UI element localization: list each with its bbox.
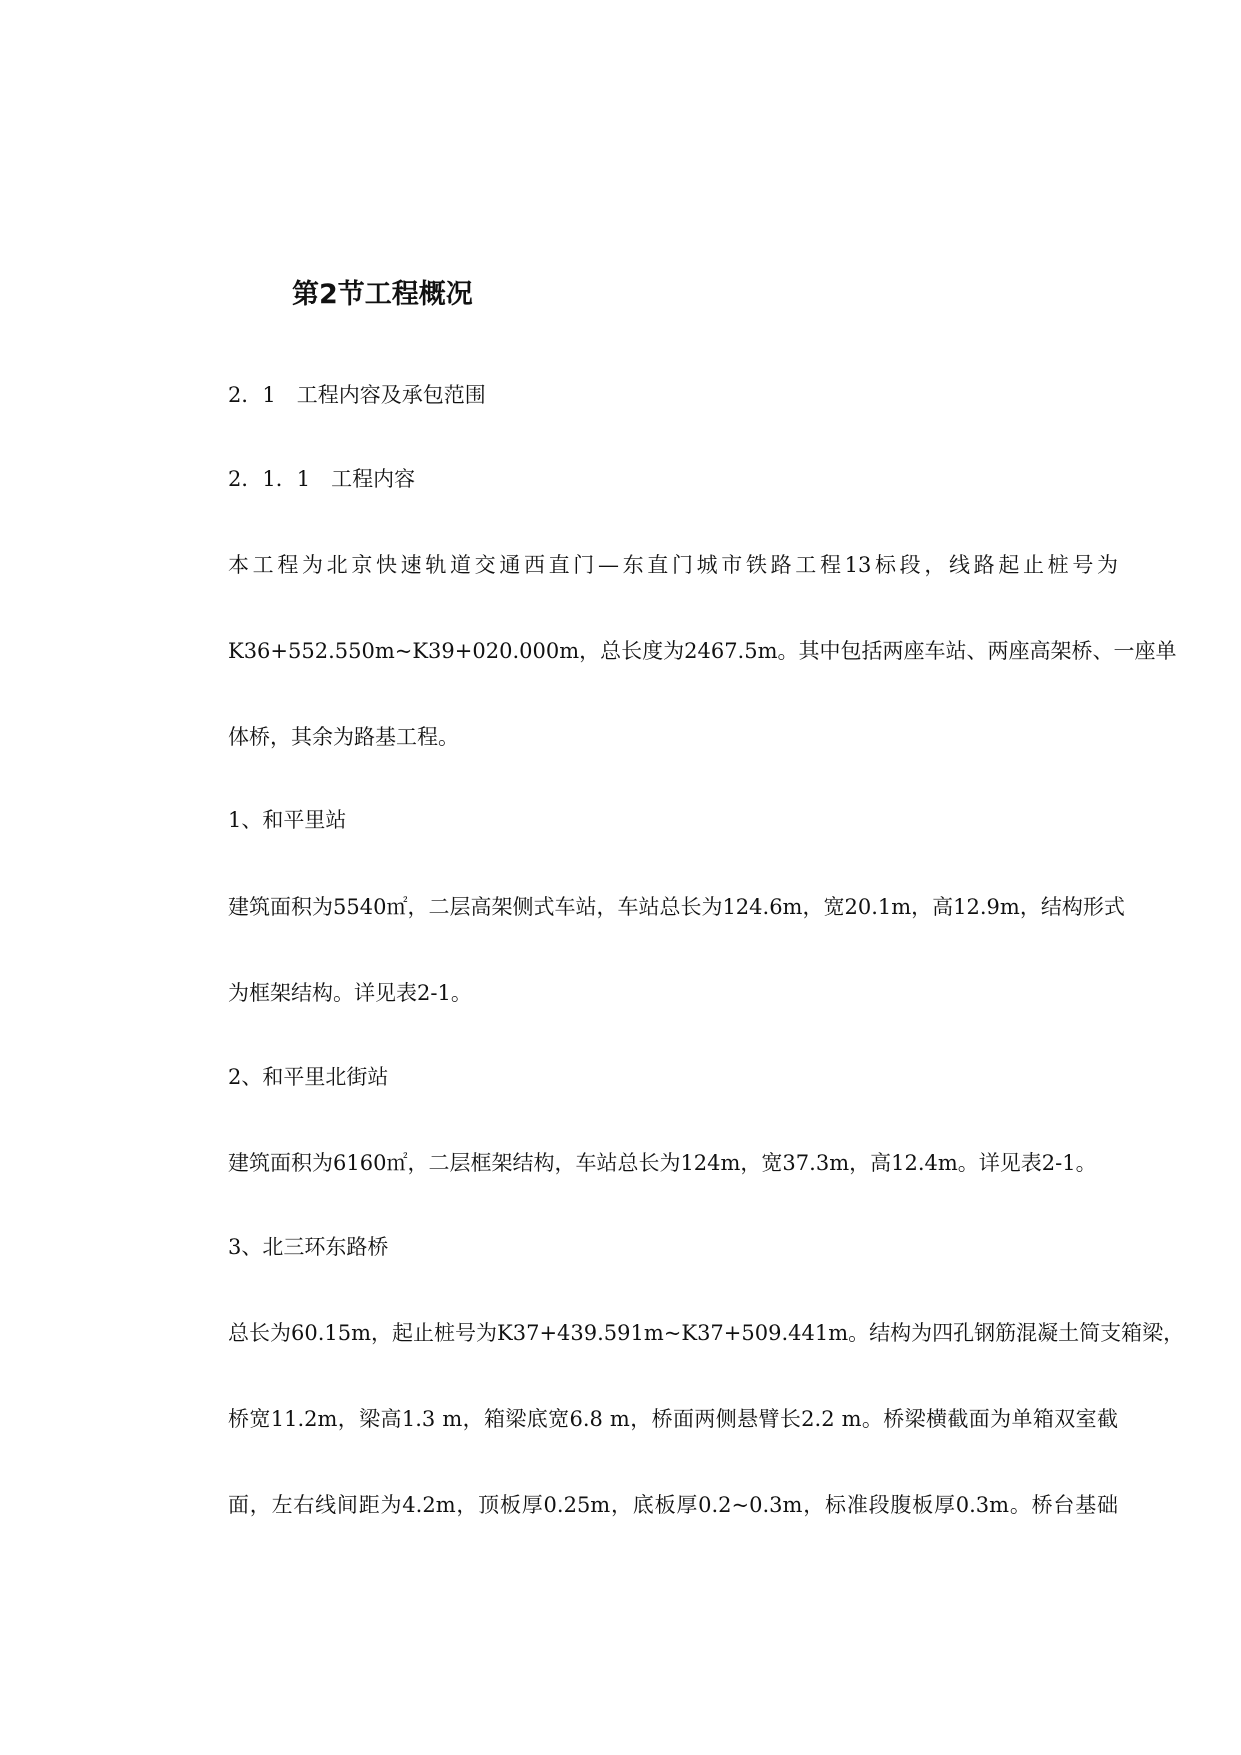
item-3-line-1: 总长为60.15m，起止桩号为K37+439.591m~K37+509.441m。结构为四孔钢筋混凝土简支箱梁， [228, 1321, 1185, 1345]
intro-line-3: 体桥，其余为路基工程。 [228, 725, 459, 749]
item-3-line-2: 桥宽11.2m，梁高1.3 m，箱梁底宽6.8 m，桥面两侧悬臂长2.2 m。桥梁横截面为单箱双室截 [228, 1407, 1118, 1431]
item-1-line-2: 为框架结构。详见表2-1。 [228, 981, 472, 1005]
item-3-heading: 3、北三环东路桥 [228, 1235, 389, 1259]
heading-2-1: 2．1 工程内容及承包范围 [228, 383, 486, 407]
item-2-heading: 2、和平里北街站 [228, 1065, 389, 1089]
heading-2-1-1: 2．1．1 工程内容 [228, 467, 416, 491]
item-1-line-1: 建筑面积为5540㎡，二层高架侧式车站，车站总长为124.6m，宽20.1m，高12.9m，结构形式 [228, 895, 1125, 919]
intro-line-1: 本工程为北京快速轨道交通西直门—东直门城市铁路工程13标段，线路起止桩号为 [228, 553, 1118, 577]
intro-line-2: K36+552.550m~K39+020.000m，总长度为2467.5m。其中包括两座车站、两座高架桥、一座单 [228, 639, 1177, 663]
item-3-line-3: 面，左右线间距为4.2m，顶板厚0.25m，底板厚0.2~0.3m，标准段腹板厚0.3m。桥台基础 [228, 1493, 1118, 1517]
item-2-line-1: 建筑面积为6160㎡，二层框架结构，车站总长为124m，宽37.3m，高12.4m。详见表2-1。 [228, 1151, 1097, 1175]
section-title: 第2节工程概况 [292, 279, 473, 310]
item-1-heading: 1、和平里站 [228, 808, 347, 832]
